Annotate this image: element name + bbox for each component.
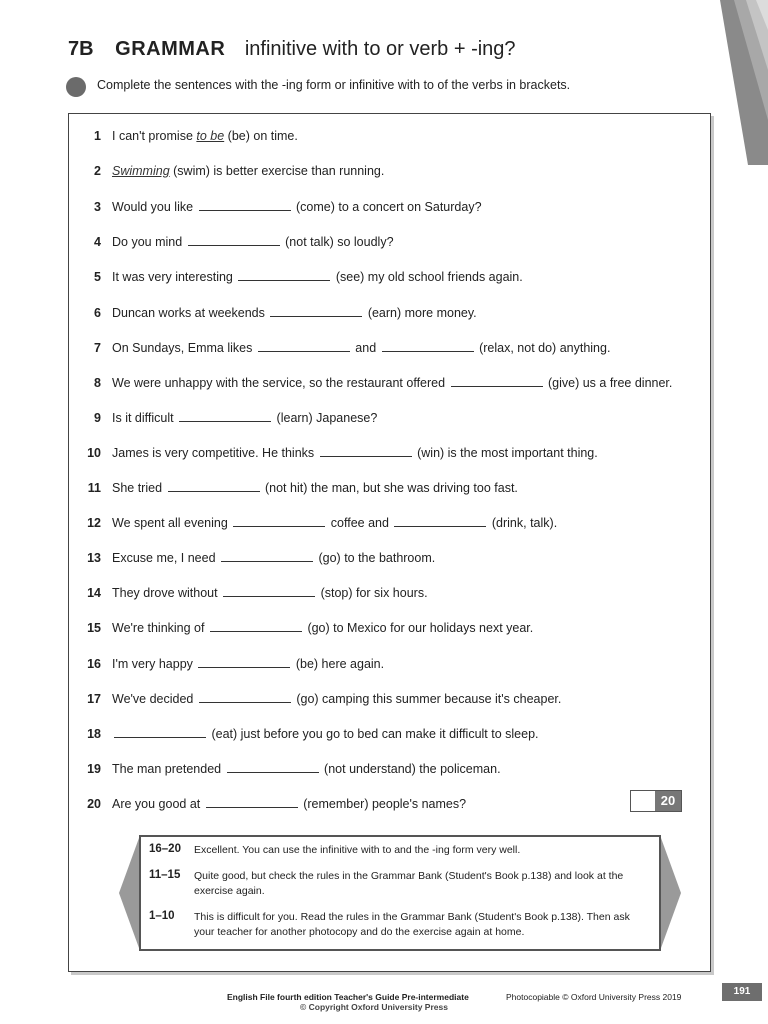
- feedback-range: 11–15: [149, 869, 181, 881]
- section-code: 7B: [68, 38, 94, 60]
- question-number: 12: [87, 516, 101, 531]
- question-text: We were unhappy with the service, so the restaurant offered: [112, 375, 449, 390]
- question-text: (go) to the bathroom.: [315, 551, 436, 566]
- question-row: [79, 129, 298, 143]
- answer-blank[interactable]: [238, 269, 330, 281]
- answer-blank[interactable]: [320, 445, 412, 457]
- question-row: [79, 305, 477, 320]
- question-number: 19: [87, 761, 101, 776]
- question-text: We're thinking of: [112, 621, 208, 636]
- feedback-box: [139, 835, 661, 951]
- question-row: [79, 585, 428, 600]
- question-text: (stop) for six hours.: [317, 586, 428, 601]
- question-number: 3: [94, 200, 101, 215]
- question-text: I can't promise: [112, 129, 197, 143]
- question-number: 1: [94, 129, 101, 143]
- question-text: coffee and: [327, 516, 393, 531]
- example-answer: to be: [196, 129, 225, 143]
- question-text: She tried: [112, 481, 166, 495]
- question-row: [79, 410, 377, 425]
- question-number: 18: [87, 726, 101, 741]
- question-text: It was very interesting: [112, 270, 237, 285]
- question-number: 7: [94, 340, 101, 355]
- footer-book-title: English File fourth edition Teacher's Guide Pre-intermediate: [227, 992, 469, 1002]
- question-text: I'm very happy: [112, 656, 197, 671]
- answer-blank[interactable]: [270, 305, 362, 317]
- question-number: 2: [94, 164, 101, 179]
- question-text: (not hit) the man, but she was driving too fast.: [261, 481, 518, 495]
- question-row: [79, 691, 561, 706]
- question-text: On Sundays, Emma likes: [112, 340, 256, 355]
- feedback-panel: [119, 830, 681, 958]
- footer-copyright: Photocopiable © Oxford University Press 2019: [506, 992, 682, 1002]
- question-row: [79, 656, 384, 671]
- question-row: [79, 269, 523, 284]
- question-text: Would you like: [112, 200, 197, 215]
- answer-blank[interactable]: [179, 410, 271, 422]
- question-text: We spent all evening: [112, 516, 232, 531]
- feedback-row: [149, 910, 649, 940]
- exercise-box: [68, 113, 711, 972]
- answer-blank[interactable]: [206, 796, 298, 808]
- question-row: [79, 340, 610, 355]
- question-text: (remember) people's names?: [299, 796, 467, 811]
- question-row: [79, 515, 557, 530]
- corner-decoration: [720, 0, 768, 165]
- feedback-range: 1–10: [149, 910, 175, 922]
- question-number: 13: [87, 551, 101, 566]
- question-row: [79, 199, 482, 214]
- question-text: (earn) more money.: [364, 305, 477, 320]
- question-text: (relax, not do) anything.: [475, 340, 611, 355]
- question-row: [79, 796, 466, 811]
- answer-blank[interactable]: [394, 515, 486, 527]
- footer-watermark: © Copyright Oxford University Press: [300, 1002, 448, 1012]
- question-number: 6: [94, 305, 101, 320]
- answer-blank[interactable]: [199, 199, 291, 211]
- feedback-text: This is difficult for you. Read the rules in the Grammar Bank (Student's Book p.138). Then ask your teacher for another photocopy and do the exercise again at home.: [194, 911, 630, 938]
- question-number: 17: [87, 691, 101, 706]
- question-text: (learn) Japanese?: [273, 410, 378, 425]
- question-row: [79, 234, 394, 249]
- answer-blank[interactable]: [382, 340, 474, 352]
- answer-blank[interactable]: [233, 515, 325, 527]
- question-number: 14: [87, 586, 101, 601]
- question-row: [79, 761, 501, 776]
- question-number: 11: [87, 481, 101, 495]
- question-number: 16: [87, 656, 101, 671]
- question-text: (not understand) the policeman.: [320, 761, 501, 776]
- question-text: (see) my old school friends again.: [332, 270, 523, 285]
- question-row: [79, 375, 672, 390]
- question-number: 15: [87, 621, 101, 636]
- answer-blank[interactable]: [258, 340, 350, 352]
- question-text: Is it difficult: [112, 410, 178, 425]
- score-box: [630, 790, 682, 812]
- right-arrow-icon: [661, 838, 681, 948]
- instruction-text: Complete the sentences with the -ing form or infinitive with to of the verbs in brackets.: [97, 78, 571, 92]
- answer-blank[interactable]: [221, 550, 313, 562]
- answer-blank[interactable]: [223, 585, 315, 597]
- question-text: Are you good at: [112, 796, 204, 811]
- page-number: 191: [722, 983, 762, 1001]
- question-number: 9: [94, 410, 101, 425]
- question-number: 20: [87, 796, 101, 811]
- question-text: (eat) just before you go to bed can make it difficult to sleep.: [208, 726, 539, 741]
- answer-blank[interactable]: [188, 234, 280, 246]
- question-row: [79, 620, 533, 635]
- score-entry-field[interactable]: [631, 791, 655, 811]
- question-text: (be) here again.: [292, 656, 385, 671]
- question-number: 5: [94, 270, 101, 285]
- question-number: 4: [94, 235, 101, 250]
- question-number: 8: [94, 375, 101, 390]
- question-row: [79, 550, 435, 565]
- question-text: Excuse me, I need: [112, 551, 220, 566]
- question-row: [79, 445, 598, 460]
- section-topic: infinitive with to or verb + -ing?: [244, 38, 516, 60]
- question-text: (go) to Mexico for our holidays next year.: [303, 621, 534, 636]
- answer-blank[interactable]: [451, 375, 543, 387]
- question-text: (win) is the most important thing.: [413, 445, 598, 460]
- question-text: and: [351, 340, 380, 355]
- worksheet-title: [68, 38, 516, 61]
- question-row: [79, 164, 384, 178]
- feedback-range: 16–20: [149, 843, 181, 855]
- feedback-text: Quite good, but check the rules in the Grammar Bank (Student's Book p.138) and look at the exercise again.: [194, 870, 624, 897]
- question-text: (go) camping this summer because it's cheaper.: [292, 691, 562, 706]
- answer-blank[interactable]: [227, 761, 319, 773]
- feedback-text: Excellent. You can use the infinitive with to and the -ing form very well.: [194, 844, 521, 856]
- left-arrow-icon: [119, 838, 139, 948]
- score-total: 20: [655, 791, 681, 811]
- question-text: (give) us a free dinner.: [544, 375, 673, 390]
- feedback-row: [149, 869, 649, 899]
- answer-blank[interactable]: [168, 480, 260, 492]
- section-name: GRAMMAR: [115, 38, 226, 60]
- question-text: We've decided: [112, 691, 197, 706]
- question-number: 10: [87, 445, 101, 460]
- question-row: [79, 480, 518, 495]
- question-text: The man pretended: [112, 761, 225, 776]
- question-text: James is very competitive. He thinks: [112, 445, 318, 460]
- answer-blank[interactable]: [114, 726, 206, 738]
- question-text: They drove without: [112, 586, 222, 601]
- answer-blank[interactable]: [198, 656, 290, 668]
- example-answer: Swimming: [112, 164, 170, 179]
- answer-blank[interactable]: [210, 620, 302, 632]
- question-text: (be) on time.: [224, 129, 298, 143]
- question-text: (drink, talk).: [488, 516, 558, 531]
- instruction-bullet-icon: [66, 77, 86, 97]
- question-text: Do you mind: [112, 235, 186, 250]
- answer-blank[interactable]: [199, 691, 291, 703]
- question-row: [79, 726, 539, 741]
- question-text: (not talk) so loudly?: [281, 235, 394, 250]
- question-text: Duncan works at weekends: [112, 305, 269, 320]
- question-text: (swim) is better exercise than running.: [169, 164, 385, 179]
- question-text: (come) to a concert on Saturday?: [292, 200, 482, 215]
- feedback-row: [149, 843, 649, 858]
